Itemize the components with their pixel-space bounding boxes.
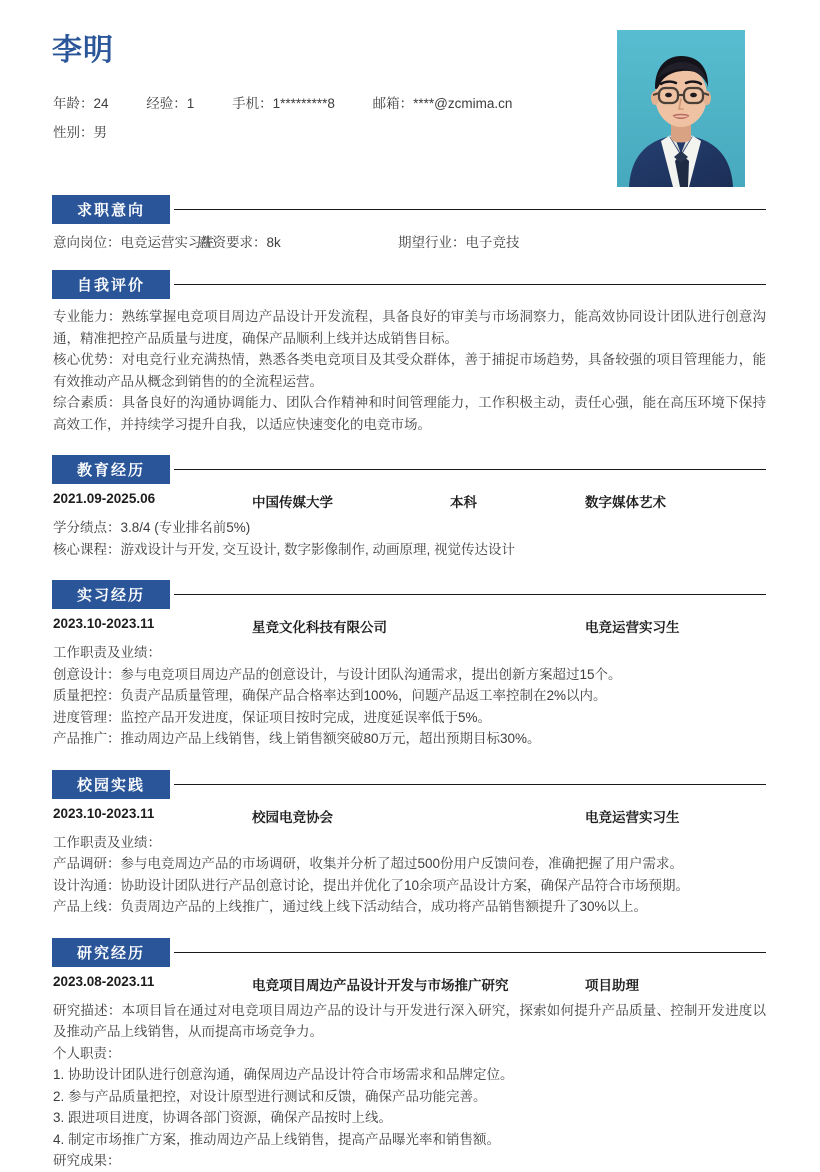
campus-detail: 设计沟通：协助设计团队进行产品创意讨论，提出并优化了10余项产品设计方案，确保产品符合市场预期。 xyxy=(53,877,690,893)
section-title: 求职意向 xyxy=(52,195,170,224)
education-degree: 本科 xyxy=(450,495,477,510)
section-divider xyxy=(174,784,766,785)
section-job-intent xyxy=(0,195,820,270)
research-duty: 1. 协助设计团队进行创意沟通，确保周边产品设计符合市场需求和品牌定位。 xyxy=(53,1067,514,1082)
intent-industry: 期望行业：电子竞技 xyxy=(398,235,520,250)
campus-row xyxy=(53,806,766,830)
campus-detail: 产品调研：参与电竞周边产品的市场调研，收集并分析了超过500份用户反馈问卷，准确把握了用户需求。 xyxy=(53,856,684,871)
evaluation-paragraph: 专业能力：熟练掌握电竞项目周边产品设计开发流程，具备良好的审美与市场洞察力，能高效协同设计团队进行创意沟通，精准把控产品质量与进度，确保产品顺利上线并达成销售目标。 xyxy=(53,309,766,346)
research-project: 电竞项目周边产品设计开发与市场推广研究 xyxy=(252,977,509,993)
section-header-job-intent xyxy=(52,195,766,231)
research-results-label: 研究成果： xyxy=(53,1153,121,1168)
section-title: 校园实践 xyxy=(52,770,170,799)
job-intent-body xyxy=(53,231,766,255)
info-experience: 经验：1 xyxy=(146,96,195,111)
section-header-campus-practice xyxy=(52,770,766,806)
resume-header xyxy=(0,0,820,195)
info-gender: 性别：男 xyxy=(53,125,107,140)
internship-label: 工作职责及业绩： xyxy=(53,645,161,660)
research-duty: 2. 参与产品质量把控，对设计原型进行测试和反馈，确保产品功能完善。 xyxy=(53,1088,487,1104)
section-title: 教育经历 xyxy=(52,455,170,484)
section-header-education xyxy=(52,455,766,491)
info-age: 年龄：24 xyxy=(53,96,109,111)
section-header-internship xyxy=(52,580,766,616)
campus-org: 校园电竞协会 xyxy=(252,809,333,825)
page-title: 李明 xyxy=(52,34,114,67)
section-internship xyxy=(0,580,820,770)
research-date: 2023.08-2023.11 xyxy=(53,973,155,989)
campus-detail: 产品上线：负责周边产品的上线推广，通过线上线下活动结合，成功将产品销售额提升了30%以上。 xyxy=(53,899,648,914)
self-evaluation-body xyxy=(53,306,766,435)
research-description: 研究描述：本项目旨在通过对电竞项目周边产品的设计与开发进行深入研究，探索如何提升产品质量、控制开发进度以及推动产品上线销售，从而提高市场竞争力。 xyxy=(53,1002,766,1039)
avatar xyxy=(617,30,745,187)
section-research xyxy=(0,938,820,1172)
campus-body xyxy=(53,806,766,918)
personal-info-line-1 xyxy=(53,92,512,112)
internship-detail: 质量把控：负责产品质量管理，确保产品合格率达到100%，问题产品返工率控制在2%以内。 xyxy=(53,688,607,703)
campus-label: 工作职责及业绩： xyxy=(53,834,161,850)
internship-role: 电竞运营实习生 xyxy=(585,620,680,635)
section-divider xyxy=(174,209,766,210)
section-title: 研究经历 xyxy=(52,938,170,967)
research-role: 项目助理 xyxy=(585,977,639,993)
section-education xyxy=(0,455,820,580)
internship-body xyxy=(53,616,766,750)
section-header-self-evaluation xyxy=(52,270,766,306)
research-row xyxy=(53,974,766,998)
section-title: 实习经历 xyxy=(52,580,170,609)
personal-info-line-2 xyxy=(53,121,107,141)
research-duty: 3. 跟进项目进度，协调各部门资源，确保产品按时上线。 xyxy=(53,1110,393,1125)
internship-date: 2023.10-2023.11 xyxy=(53,616,155,631)
info-phone: 手机：1*********8 xyxy=(232,96,335,111)
education-body xyxy=(53,491,766,560)
portrait-photo-icon xyxy=(617,30,745,187)
evaluation-paragraph: 核心优势：对电竞行业充满热情，熟悉各类电竞项目及其受众群体，善于捕捉市场趋势，具备较强的项目管理能力，能有效推动产品从概念到销售的的全流程运营。 xyxy=(53,352,766,389)
campus-date: 2023.10-2023.11 xyxy=(53,805,155,821)
section-divider xyxy=(174,952,766,953)
section-divider xyxy=(174,284,766,285)
education-major: 数字媒体艺术 xyxy=(585,495,666,510)
intent-salary: 薪资要求：8k xyxy=(199,235,281,250)
research-body xyxy=(53,974,766,1172)
education-school: 中国传媒大学 xyxy=(252,495,333,510)
education-row xyxy=(53,491,766,515)
research-duties-label: 个人职责： xyxy=(53,1045,121,1061)
job-intent-row xyxy=(53,231,766,255)
info-email: 邮箱：****@zcmima.cn xyxy=(372,96,513,111)
section-divider xyxy=(174,469,766,470)
section-title: 自我评价 xyxy=(52,270,170,299)
section-header-research xyxy=(52,938,766,974)
section-self-evaluation xyxy=(0,270,820,455)
internship-company: 星竞文化科技有限公司 xyxy=(252,620,387,635)
education-date: 2021.09-2025.06 xyxy=(53,491,156,506)
campus-role: 电竞运营实习生 xyxy=(585,809,680,825)
research-duty: 4. 制定市场推广方案，推动周边产品上线销售，提高产品曝光率和销售额。 xyxy=(53,1131,501,1147)
section-campus-practice xyxy=(0,770,820,938)
internship-detail: 产品推广：推动周边产品上线销售，线上销售额突破80万元，超出预期目标30%。 xyxy=(53,731,541,746)
intent-position: 意向岗位：电竞运营实习生 xyxy=(53,235,215,250)
internship-detail: 创意设计：参与电竞项目周边产品的创意设计，与设计团队沟通需求，提出创新方案超过15个。 xyxy=(53,666,622,682)
education-gpa: 学分绩点：3.8/4 (专业排名前5%) xyxy=(53,520,251,535)
internship-detail: 进度管理：监控产品开发进度，保证项目按时完成，进度延误率低于5%。 xyxy=(53,709,492,725)
internship-row xyxy=(53,616,766,640)
section-divider xyxy=(174,594,766,595)
evaluation-paragraph: 综合素质：具备良好的沟通协调能力、团队合作精神和时间管理能力，工作积极主动，责任心强，能在高压环境下保持高效工作，并持续学习提升自我，以适应快速变化的电竞市场。 xyxy=(53,395,766,432)
education-courses: 核心课程：游戏设计与开发, 交互设计, 数字影像制作, 动画原理, 视觉传达设计 xyxy=(53,541,516,557)
